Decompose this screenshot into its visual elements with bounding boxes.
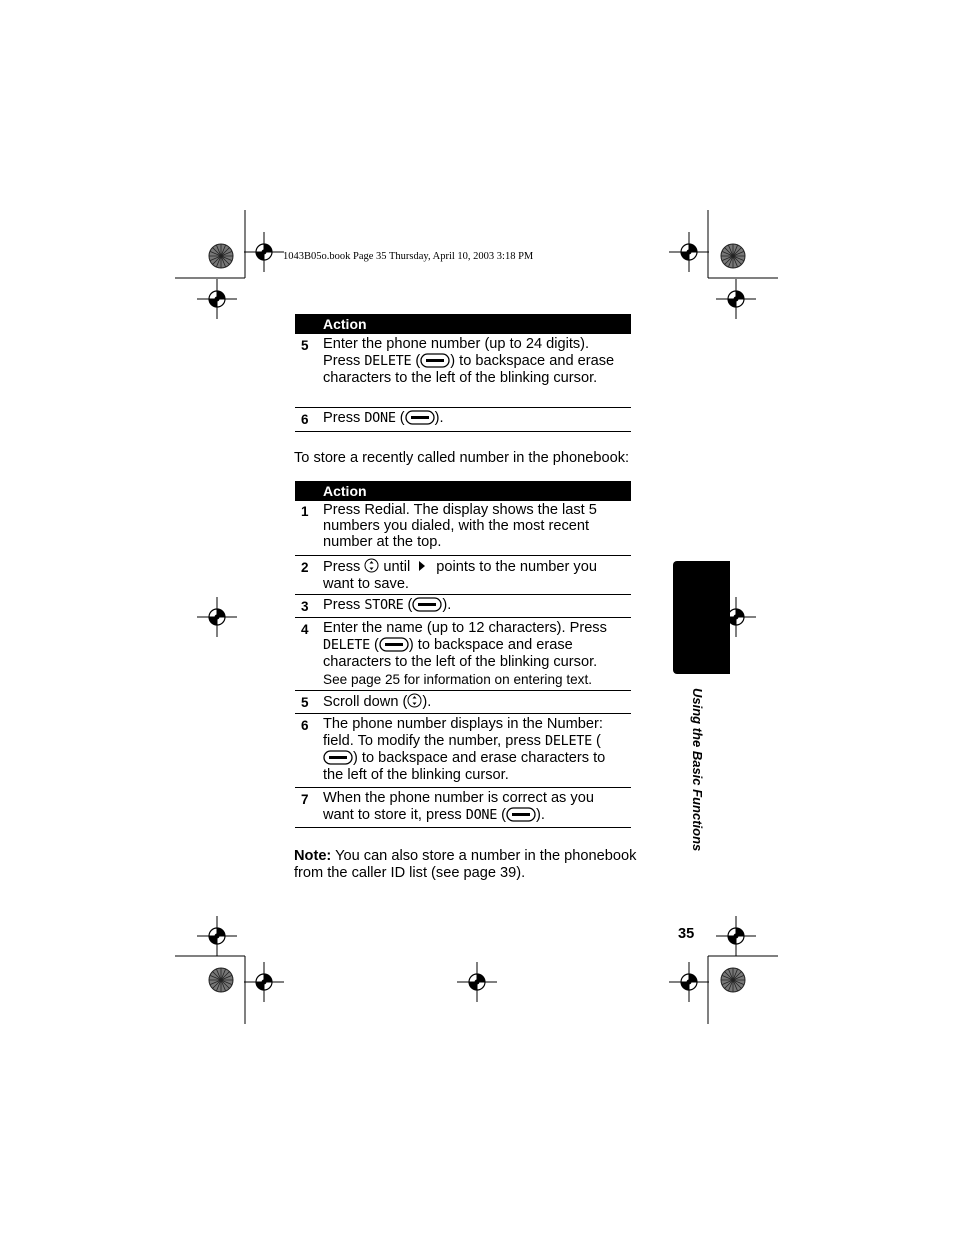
navigation-key-icon (364, 558, 379, 573)
pointer-arrow-icon (418, 560, 426, 572)
step-text: ). (434, 410, 444, 426)
step-text: ( (591, 733, 601, 749)
chapter-title: Using the Basic Functions (690, 688, 705, 852)
step-text: until (379, 559, 415, 575)
table-row (295, 788, 631, 828)
lcd-label: DELETE (545, 733, 592, 749)
lcd-label: STORE (364, 597, 404, 613)
step-number: 1 (301, 504, 309, 519)
step-number: 4 (301, 622, 309, 637)
step-text: Press (323, 410, 365, 426)
step-text: ) to backspace and erase characters to the left of the blinking cursor. (323, 750, 606, 783)
note-text-continued: from the caller ID list (see page 39). (294, 865, 526, 881)
step-text: points to the number you want to save. (323, 559, 597, 592)
note (294, 848, 636, 882)
step-text: Press Redial. The display shows the last 5 numbers you dialed, with the most recent number at the top. (323, 502, 597, 550)
step-text: ( (369, 637, 379, 653)
step-text: ) to backspace and erase characters to the left of the blinking cursor. (323, 637, 598, 670)
step-note: See page 25 for information on entering text. (323, 672, 593, 687)
soft-key-icon (506, 807, 536, 822)
step-text: ( (403, 597, 413, 613)
step-text: The phone number displays in the Number: field. To modify the number, press (323, 716, 603, 749)
action-table-2 (295, 481, 631, 828)
lcd-label: DELETE (364, 353, 412, 369)
chapter-tab (673, 561, 730, 674)
print-header: 1043B05o.book Page 35 Thursday, April 10, 2003 3:18 PM (283, 251, 534, 262)
step-text: Press (323, 597, 365, 613)
step-number: 2 (301, 560, 309, 575)
table-header: Action (295, 481, 631, 501)
soft-key-icon (405, 410, 435, 425)
note-label: Note: (294, 848, 332, 864)
note-text: You can also store a number in the phonebook (331, 848, 637, 864)
step-number: 7 (301, 792, 309, 807)
step-text: ). (442, 597, 452, 613)
table-row (295, 556, 631, 595)
action-table-1 (295, 314, 631, 432)
step-number: 5 (301, 695, 309, 710)
table-row (295, 714, 631, 788)
step-number: 5 (301, 338, 309, 353)
soft-key-icon (412, 597, 442, 612)
lcd-label: DONE (364, 410, 396, 426)
step-text: ( (395, 410, 405, 426)
step-text: ) to backspace and erase characters to the left of the blinking cursor. (323, 353, 615, 386)
table-row (295, 501, 631, 556)
intro-text: To store a recently called number in the phonebook: (294, 450, 630, 466)
step-text: When the phone number is correct as you want to store it, press (323, 790, 594, 823)
table-row (295, 618, 631, 691)
page-number: 35 (678, 926, 695, 942)
step-text: ). (536, 807, 545, 823)
step-text: ). (422, 694, 432, 710)
step-number: 6 (301, 412, 309, 427)
step-text: Enter the phone number (up to 24 digits). Press (323, 336, 590, 369)
step-number: 3 (301, 599, 309, 614)
table-row (295, 408, 631, 432)
lcd-label: DELETE (323, 637, 370, 653)
step-text: ( (497, 807, 506, 823)
soft-key-icon (323, 750, 353, 765)
table-header: Action (295, 314, 631, 334)
soft-key-icon (379, 637, 409, 652)
step-text: ( (411, 353, 421, 369)
step-number: 6 (301, 718, 309, 733)
soft-key-icon (420, 353, 450, 368)
step-text: Scroll down ( (323, 694, 408, 710)
table-row (295, 595, 631, 618)
lcd-label: DONE (465, 807, 498, 823)
table-row (295, 334, 631, 408)
step-text: Enter the name (up to 12 characters). Press (323, 620, 607, 636)
step-text: Press (323, 559, 365, 575)
table-row (295, 691, 631, 714)
navigation-key-icon (407, 693, 422, 708)
chapter-side-label (689, 688, 709, 868)
